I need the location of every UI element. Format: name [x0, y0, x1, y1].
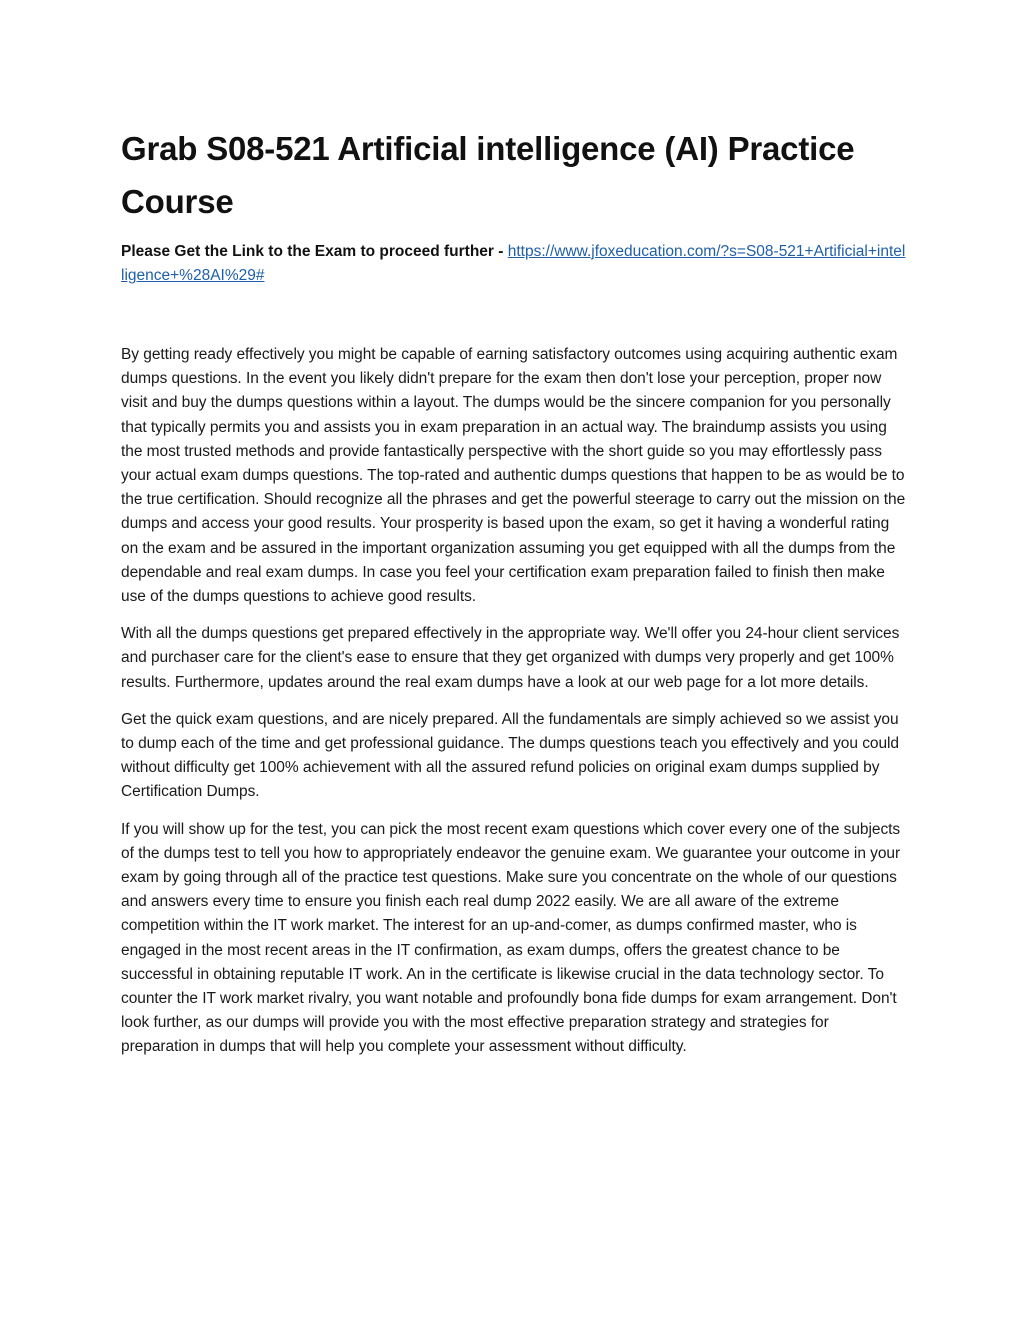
paragraph-1: By getting ready effectively you might be capable of earning satisfactory outcomes using acquiring authentic exam dumps questions. In the event you likely didn't prepare for the exam then don't lose your perception, proper now visit and buy the dumps questions within a layout. The dumps would be the sincere companion for you personally that typically permits you and assists you in exam preparation in an actual way. The braindump assists you using the most trusted methods and provide fantastically perspective with the short guide so you may effortlessly pass your actual exam dumps questions. The top-rated and authentic dumps questions that happen to be as would be to the true certification. Should recognize all the phrases and get the powerful steerage to carry out the mission on the dumps and access your good results. Your prosperity is based upon the exam, so get it having a wonderful rating on the exam and be assured in the important organization assuming you get equipped with all the dumps from the dependable and real exam dumps. In case you feel your certification exam preparation failed to finish then make use of the dumps questions to achieve good results.	[121, 346, 906, 606]
exam-link-line	[121, 240, 907, 288]
page-title: Grab S08-521 Artificial intelligence (AI) Practice Course	[121, 130, 855, 220]
paragraph-2: With all the dumps questions get prepared effectively in the appropriate way. We'll offer you 24-hour client services and purchaser care for the client's ease to ensure that they get organized with dumps very properly and get 100% results. Furthermore, updates around the real exam dumps have a look at our web page for a lot more details.	[121, 625, 900, 691]
article-body	[121, 343, 907, 1060]
exam-link[interactable]: https://www.jfoxeducation.com/?s=S08-521+Artificial+intelligence+%28AI%29#	[121, 243, 906, 284]
document-page	[121, 122, 907, 1073]
paragraph-3: Get the quick exam questions, and are nicely prepared. All the fundamentals are simply achieved so we assist you to dump each of the time and get professional guidance. The dumps questions teach you effectively and you could without difficulty get 100% achievement with all the assured refund policies on original exam dumps supplied by Certification Dumps.	[121, 710, 899, 801]
link-lead-text: Please Get the Link to the Exam to proceed further -	[121, 243, 508, 260]
paragraph-4: If you will show up for the test, you can pick the most recent exam questions which cover every one of the subjects of the dumps test to tell you how to appropriately endeavor the genuine exam. We guarantee your outcome in your exam by going through all of the practice test questions. Make sure you concentrate on the whole of our questions and answers every time to ensure you finish each real dump 2022 easily. We are all aware of the extreme competition within the IT work market. The interest for an up-and-comer, as dumps confirmed master, who is engaged in the most recent areas in the IT confirmation, as exam dumps, offers the greatest chance to be successful in obtaining reputable IT work. An in the certificate is likewise crucial in the data technology sector. To counter the IT work market rivalry, you want notable and profoundly bona fide dumps for exam arrangement. Don't look further, as our dumps will provide you with the most effective preparation strategy and strategies for preparation in dumps that will help you complete your assessment without difficulty.	[121, 820, 901, 1056]
